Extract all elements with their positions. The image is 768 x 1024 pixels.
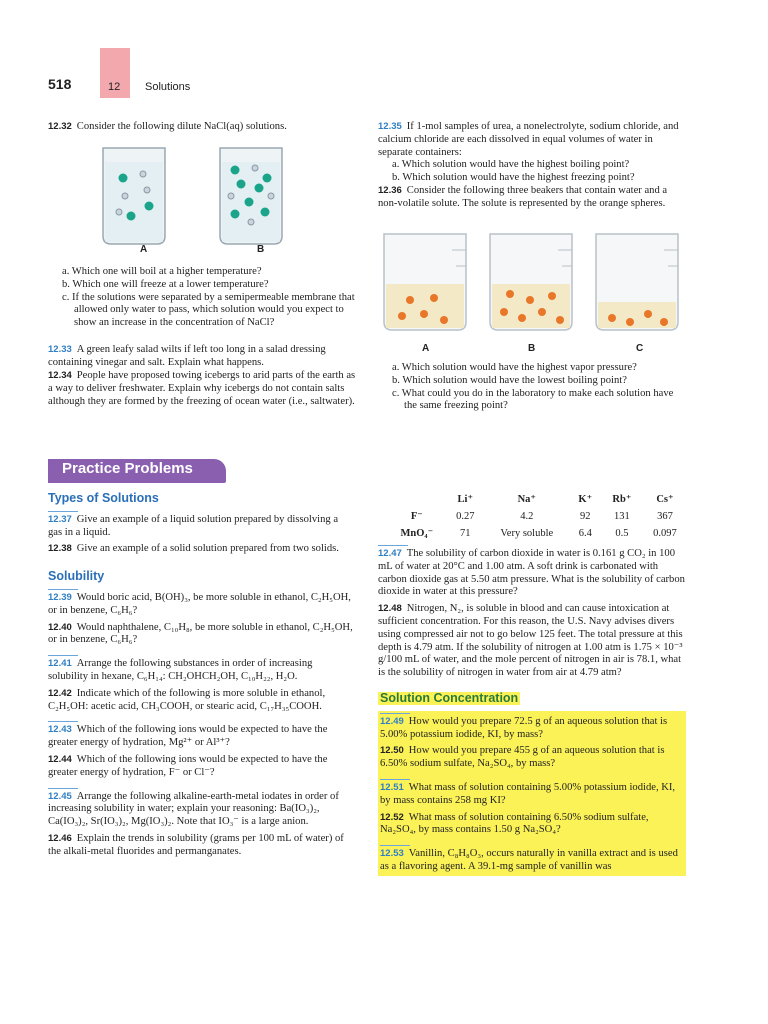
part-b: b. Which solution would have the highest freezing point? [392,172,635,184]
practice-problems-band [48,459,226,483]
beaker-label-a: A [140,244,148,255]
question-12-37: 12.37 Give an example of a liquid solution prepared by dissolving a gas in a liquid. [48,513,339,538]
question-12-49: 12.49 How would you prepare 72.5 g of an aqueous solution that is 5.00% potassium iodide, KI, by mass? [380,715,668,740]
question-12-47: 12.47 The solubility of carbon dioxide in water is 0.161 g CO₂ in 100 mL of water at 20°C and 1.00 atm. A soft drink is carbonated with carbon dioxide gas at 5.50 atm pressure. What is the solubility of carbon dioxide in water at this pressure? [378,548,685,598]
question-12-40: 12.40 Would naphthalene, C₁₀H₈, be more soluble in ethanol, C₂H₅OH, or in benzene, C₆H₆? [48,621,353,646]
question-number: 12.34 [48,370,72,381]
question-12-44: 12.44 Which of the following ions would be expected to have the greater energy of hydration, F⁻ or Cl⁻? [48,753,328,778]
table-header-row: Li⁺ Na⁺ K⁺ Rb⁺ Cs⁺ [457,494,674,505]
table-row: F⁻ 0.27 4.2 92 131 367 [410,510,673,522]
question-text: People have proposed towing icebergs to arid parts of the earth as a way to deliver freshwater. Explain why icebergs do not contain salts although they are formed by the freezing of ocean water (i.e., saltwater). [48,370,356,407]
solubility-heading: Solubility [48,569,105,584]
question-number: 12.33 [48,344,72,355]
solution-concentration-heading: Solution Concentration [380,690,519,705]
table-row: MnO₄⁻ 71 Very soluble 6.4 0.5 0.097 [400,527,677,539]
question-12-48: 12.48 Nitrogen, N₂, is soluble in blood and can cause intoxication at sufficient concentration. For this reason, the U.S. Navy advises divers using compressed air not to go below 125 feet. The total pressure at this depth is 4.79 atm. If the solubility of nitrogen at 1.00 atm is 1.75 × 10⁻³ g/100 mL of water, and the mole percent of nitrogen in air is 78.1, what is the solubility of nitrogen in water from air at 4.79 atm? [378,603,683,679]
question-12-38: 12.38 Give an example of a solid solution prepared from two solids. [48,543,339,555]
part-a: a. Which solution would have the highest boiling point? [392,159,630,171]
question-12-34 [48,370,356,408]
part-a: a. Which one will boil at a higher temperature? [62,266,262,277]
question-text: If 1-mol samples of urea, a nonelectrolyte, sodium chloride, and calcium chloride are each dissolved in equal volumes of water in separate containers: [378,121,679,158]
part-a: a. Which solution would have the highest vapor pressure? [392,362,637,373]
beaker-b [490,234,572,330]
question-12-41: 12.41 Arrange the following substances in order of increasing solubility in hexane, C₆H₁₄: CH₂OHCH₂OH, C₁₀H₂₂, H₂O. [48,658,313,682]
part-c: c. If the solutions were separated by a semipermeable membrane that allowed only water to pass, which solution would you expect to show an increase in the concentration of NaCl? [62,291,355,329]
nacl-beakers-figure [95,140,315,260]
beaker-a [384,234,466,330]
beaker-b [220,148,282,244]
question-12-46: 12.46 Explain the trends in solubility (grams per 100 mL of water) of the alkali-metal fluorides and permanganates. [48,832,344,857]
question-12-45: 12.45 Arrange the following alkaline-earth-metal iodates in order of increasing solubility in water; explain your reasoning: Ba(IO₃)₂, Ca(IO₃)₂, Sr(IO₃)₂, Mg(IO₃)₂. Note that IO₃⁻ is a large anion. [48,790,339,828]
question-12-52: 12.52 What mass of solution containing 6.50% sodium sulfate, Na₂SO₄, by mass contains 1.50 g Na₂SO₄? [380,811,649,836]
beaker-label-b: B [528,343,536,354]
question-12-50: 12.50 How would you prepare 455 g of an aqueous solution that is 6.50% sodium sulfate, Na₂SO₄, by mass? [380,745,665,770]
question-12-43: 12.43 Which of the following ions would be expected to have the greater energy of hydration, Mg²⁺ or Al³⁺? [48,724,328,749]
beaker-label-a: A [422,343,430,354]
beaker-label-b: B [257,244,265,255]
question-text: Consider the following dilute NaCl(aq) solutions. [76,121,287,132]
beaker-c [596,234,678,330]
question-12-35 [378,121,686,211]
page-number: 518 [48,76,72,92]
practice-right-column [378,545,686,876]
question-number: 12.35 [378,121,402,132]
question-12-39: 12.39 Would boric acid, B(OH)₃, be more soluble in ethanol, C₂H₅OH, or in benzene, C₆H₆? [48,591,351,616]
solute-beakers-figure [380,228,690,340]
beaker-a [103,148,165,244]
part-c: c. What could you do in the laboratory to make each solution have the same freezing point? [392,387,674,412]
solubility-table [388,492,688,542]
question-number: 12.32 [48,121,72,132]
question-12-32 [48,121,358,134]
practice-left-column [48,492,354,859]
question-12-32-parts [60,266,356,330]
question-12-51: 12.51 What mass of solution containing 5.00% potassium iodide, KI, by mass contains 258 mg KI? [380,781,676,806]
types-heading: Types of Solutions [48,491,159,505]
question-12-36-parts [390,362,686,413]
band-title: Practice Problems [62,460,193,477]
question-text: A green leafy salad wilts if left too long in a salad dressing containing vinegar and salt. Explain what happens. [48,344,326,368]
question-text: Consider the following three beakers that contain water and a non-volatile solute. The solute is represented by the orange spheres. [378,184,668,209]
beaker-label-c: C [636,343,644,354]
question-number: 12.36 [378,184,402,196]
question-12-53: 12.53 Vanillin, C₈H₈O₃, occurs naturally in vanilla extract and is used as a flavoring agent. A 39.1-mg sample of vanillin was [380,848,678,872]
part-b: b. Which solution would have the lowest boiling point? [392,374,627,386]
question-12-33 [48,344,356,370]
part-b: b. Which one will freeze at a lower temperature? [62,278,269,290]
sodium-ion [119,174,128,183]
chapter-number: 12 [108,81,121,93]
question-12-42: 12.42 Indicate which of the following is more soluble in ethanol, C₂H₅OH: acetic acid, CH₃COOH, or stearic acid, C₁₇H₃₅COOH. [48,687,326,712]
highlighted-questions [378,711,686,876]
chapter-title: Solutions [145,81,191,93]
